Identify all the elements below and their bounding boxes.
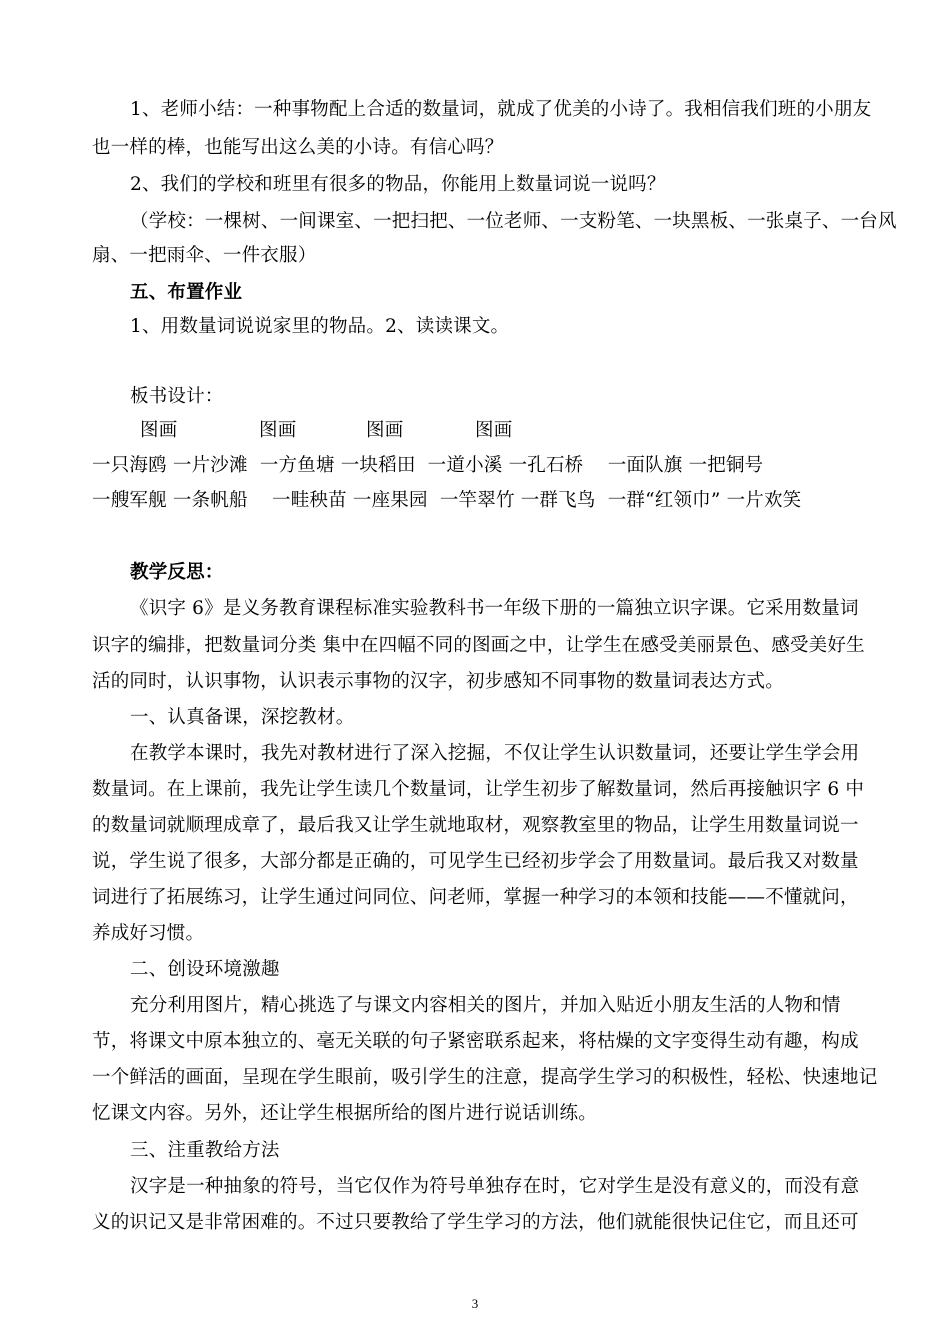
reflection-heading: 教学反思： xyxy=(130,562,224,583)
reflection-p3-line-2: 节，将课文中原本独立的、毫无关联的句子紧密联系起来，将枯燥的文字变得生动有趣，构成 xyxy=(92,1031,859,1052)
reflection-p2-line-2: 数量词。在上课前，我先让学生读几个数量词，让学生初步了解数量词，然后再接触识字 6 中 xyxy=(92,779,865,800)
reflection-p1-line-3: 活的同时，认识事物，认识表示事物的汉字，初步感知不同事物的数量词表达方式。 xyxy=(92,671,784,692)
reflection-p3-line-4: 忆课文内容。另外，还让学生根据所给的图片进行说话训练。 xyxy=(92,1103,597,1124)
reflection-p4-line-2: 义的识记又是非常困难的。不过只要教给了学生学习的方法，他们就能很快记住它，而且还可 xyxy=(92,1212,859,1233)
section-3-heading: 三、注重教给方法 xyxy=(130,1140,280,1161)
summary-line-4: （学校：一棵树、一间课室、一把扫把、一位老师、一支粉笔、一块黑板、一张桌子、一台风 xyxy=(130,211,897,232)
reflection-p2-line-5: 词进行了拓展练习，让学生通过问同位、问老师，掌握一种学习的本领和技能——不懂就问， xyxy=(92,887,859,908)
homework-text: 1、用数量词说说家里的物品。2、读读课文。 xyxy=(130,316,510,337)
picture-label-4: 图画 xyxy=(475,420,513,441)
section-2-heading: 二、创设环境激趣 xyxy=(130,959,280,980)
summary-line-2: 也一样的棒，也能写出这么美的小诗。有信心吗？ xyxy=(92,137,504,158)
board-row-2: 一艘军舰 一条帆船 一畦秧苗 一座果园 一竿翠竹 一群飞鸟 一群“红领巾” 一片欢笑 xyxy=(92,490,802,511)
reflection-p4-line-1: 汉字是一种抽象的符号，当它仅作为符号单独存在时，它对学生是没有意义的，而没有意 xyxy=(130,1176,860,1197)
reflection-p1-line-1: 《识字 6》是义务教育课程标准实验教科书一年级下册的一篇独立识字课。它采用数量词 xyxy=(130,598,859,619)
section-1-heading: 一、认真备课，深挖教材。 xyxy=(130,707,355,728)
reflection-p2-line-4: 说，学生说了很多，大部分都是正确的，可见学生已经初步学会了用数量词。最后我又对数量 xyxy=(92,851,859,872)
reflection-p1-line-2: 识字的编排，把数量词分类 集中在四幅不同的图画之中，让学生在感受美丽景色、感受美好生 xyxy=(92,635,865,656)
reflection-p3-line-1: 充分利用图片，精心挑选了与课文内容相关的图片，并加入贴近小朋友生活的人物和情 xyxy=(130,995,841,1016)
reflection-p2-line-1: 在教学本课时，我先对教材进行了深入挖掘，不仅让学生认识数量词，还要让学生学会用 xyxy=(130,743,860,764)
board-heading: 板书设计： xyxy=(130,386,224,407)
reflection-p2-line-3: 的数量词就顺理成章了，最后我又让学生就地取材，观察教室里的物品，让学生用数量词说一 xyxy=(92,815,859,836)
summary-line-3: 2、我们的学校和班里有很多的物品，你能用上数量词说一说吗？ xyxy=(130,174,666,195)
picture-label-1: 图画 xyxy=(140,420,178,441)
board-row-1: 一只海鸥 一片沙滩 一方鱼塘 一块稻田 一道小溪 一孔石桥 一面队旗 一把铜号 xyxy=(92,455,764,476)
page-number: 3 xyxy=(471,1296,479,1311)
summary-line-5: 扇、一把雨伞、一件衣服） xyxy=(92,245,317,266)
homework-heading: 五、布置作业 xyxy=(130,282,243,303)
picture-label-2: 图画 xyxy=(259,420,297,441)
reflection-p2-line-6: 养成好习惯。 xyxy=(92,923,205,944)
picture-label-3: 图画 xyxy=(366,420,404,441)
reflection-p3-line-3: 一个鲜活的画面，呈现在学生眼前，吸引学生的注意，提高学生学习的积极性，轻松、快速地记 xyxy=(92,1067,878,1088)
summary-line-1: 1、老师小结：一种事物配上合适的数量词，就成了优美的小诗了。我相信我们班的小朋友 xyxy=(130,99,872,120)
